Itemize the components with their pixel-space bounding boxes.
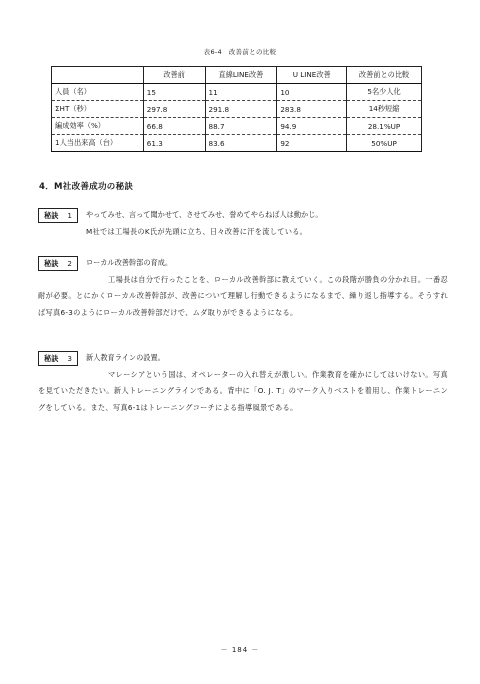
paragraph: M社では工場長のK氏が先頭に立ち、日々改善に汗を流している。: [86, 226, 308, 236]
table-cell: 61.3: [143, 135, 205, 152]
secret-block-2: [38, 255, 448, 321]
row-label: ΣHT（秒）: [52, 101, 144, 118]
secret-block-1: [38, 207, 448, 240]
table-row: [52, 101, 422, 118]
secret-label: 秘訣: [44, 210, 59, 220]
table-cell: 14秒短縮: [347, 101, 422, 118]
table-cell: 94.9: [277, 118, 347, 135]
table-header-cell: U LINE改善: [277, 67, 347, 84]
secret-heading: [38, 350, 448, 367]
secret-label-box: [38, 256, 78, 271]
table-cell: 283.8: [277, 101, 347, 118]
secret-heading: [38, 207, 448, 224]
table-header-cell: 改善前との比較: [347, 67, 422, 84]
row-label: 編成効率（%）: [52, 118, 144, 135]
secret-title: 新人教育ラインの設置。: [85, 353, 165, 362]
table-cell: 5名少人化: [347, 84, 422, 101]
table-cell: 11: [205, 84, 277, 101]
row-label: 人員（名）: [52, 84, 144, 101]
row-label: 1人当出来高（台）: [52, 135, 144, 152]
table-row: [52, 118, 422, 135]
table-cell: 297.8: [143, 101, 205, 118]
secret-label: 秘訣: [44, 353, 59, 363]
section-heading: 4．M社改善成功の秘訣: [39, 182, 134, 192]
table-caption: 表6-4 改善前との比較: [203, 48, 277, 56]
comparison-table: [51, 66, 422, 152]
table-header-cell: 直線LINE改善: [205, 67, 277, 84]
table-cell: 15: [143, 84, 205, 101]
secret-heading: [38, 255, 448, 272]
table-cell: 50%UP: [347, 135, 422, 152]
paragraph: 工場長は自分で行ったことを、ローカル改善幹部に教えていく。この段階が勝負の分かれ目。一番忍耐が必要。とにかくローカル改善幹部が、改善について理解し行動できるようになるまで、繰り返し指導する。そうすれば写真6-3のようにローカル改善幹部だけで、ムダ取りができるようになる。: [38, 274, 448, 317]
table-row: [52, 84, 422, 101]
paragraph: マレーシアという国は、オペレーターの入れ替えが激しい。作業教育を確かにしてはいけない。写真を見ていただきたい。新人トレーニングラインである。背中に「O. J. T」のマーク入りベストを着用し、作業トレーニングをしている。また、写真6-1はトレーニングコーチによる指導風景である。: [38, 369, 448, 412]
table-cell: 88.7: [205, 118, 277, 135]
table-cell: 83.6: [205, 135, 277, 152]
secret-title: やってみせ、言って聞かせて、させてみせ、誉めてやらねば人は動かじ。: [85, 210, 323, 219]
table-header-cell: [52, 67, 144, 84]
table-cell: 10: [277, 84, 347, 101]
secret-number: 3: [67, 353, 72, 363]
page-number: － 184 －: [220, 646, 260, 654]
table-row: [52, 135, 422, 152]
table-cell: 28.1%UP: [347, 118, 422, 135]
secret-number: 1: [67, 210, 72, 220]
secret-label-box: [38, 351, 78, 366]
secret-label: 秘訣: [44, 258, 59, 268]
table-cell: 291.8: [205, 101, 277, 118]
table-cell: 66.8: [143, 118, 205, 135]
table-cell: 92: [277, 135, 347, 152]
table-header-cell: 改善前: [143, 67, 205, 84]
secret-block-3: [38, 350, 448, 416]
secret-number: 2: [67, 258, 72, 268]
secret-title: ローカル改善幹部の育成。: [85, 258, 173, 267]
table-header-row: [52, 67, 422, 84]
secret-label-box: [38, 208, 78, 223]
